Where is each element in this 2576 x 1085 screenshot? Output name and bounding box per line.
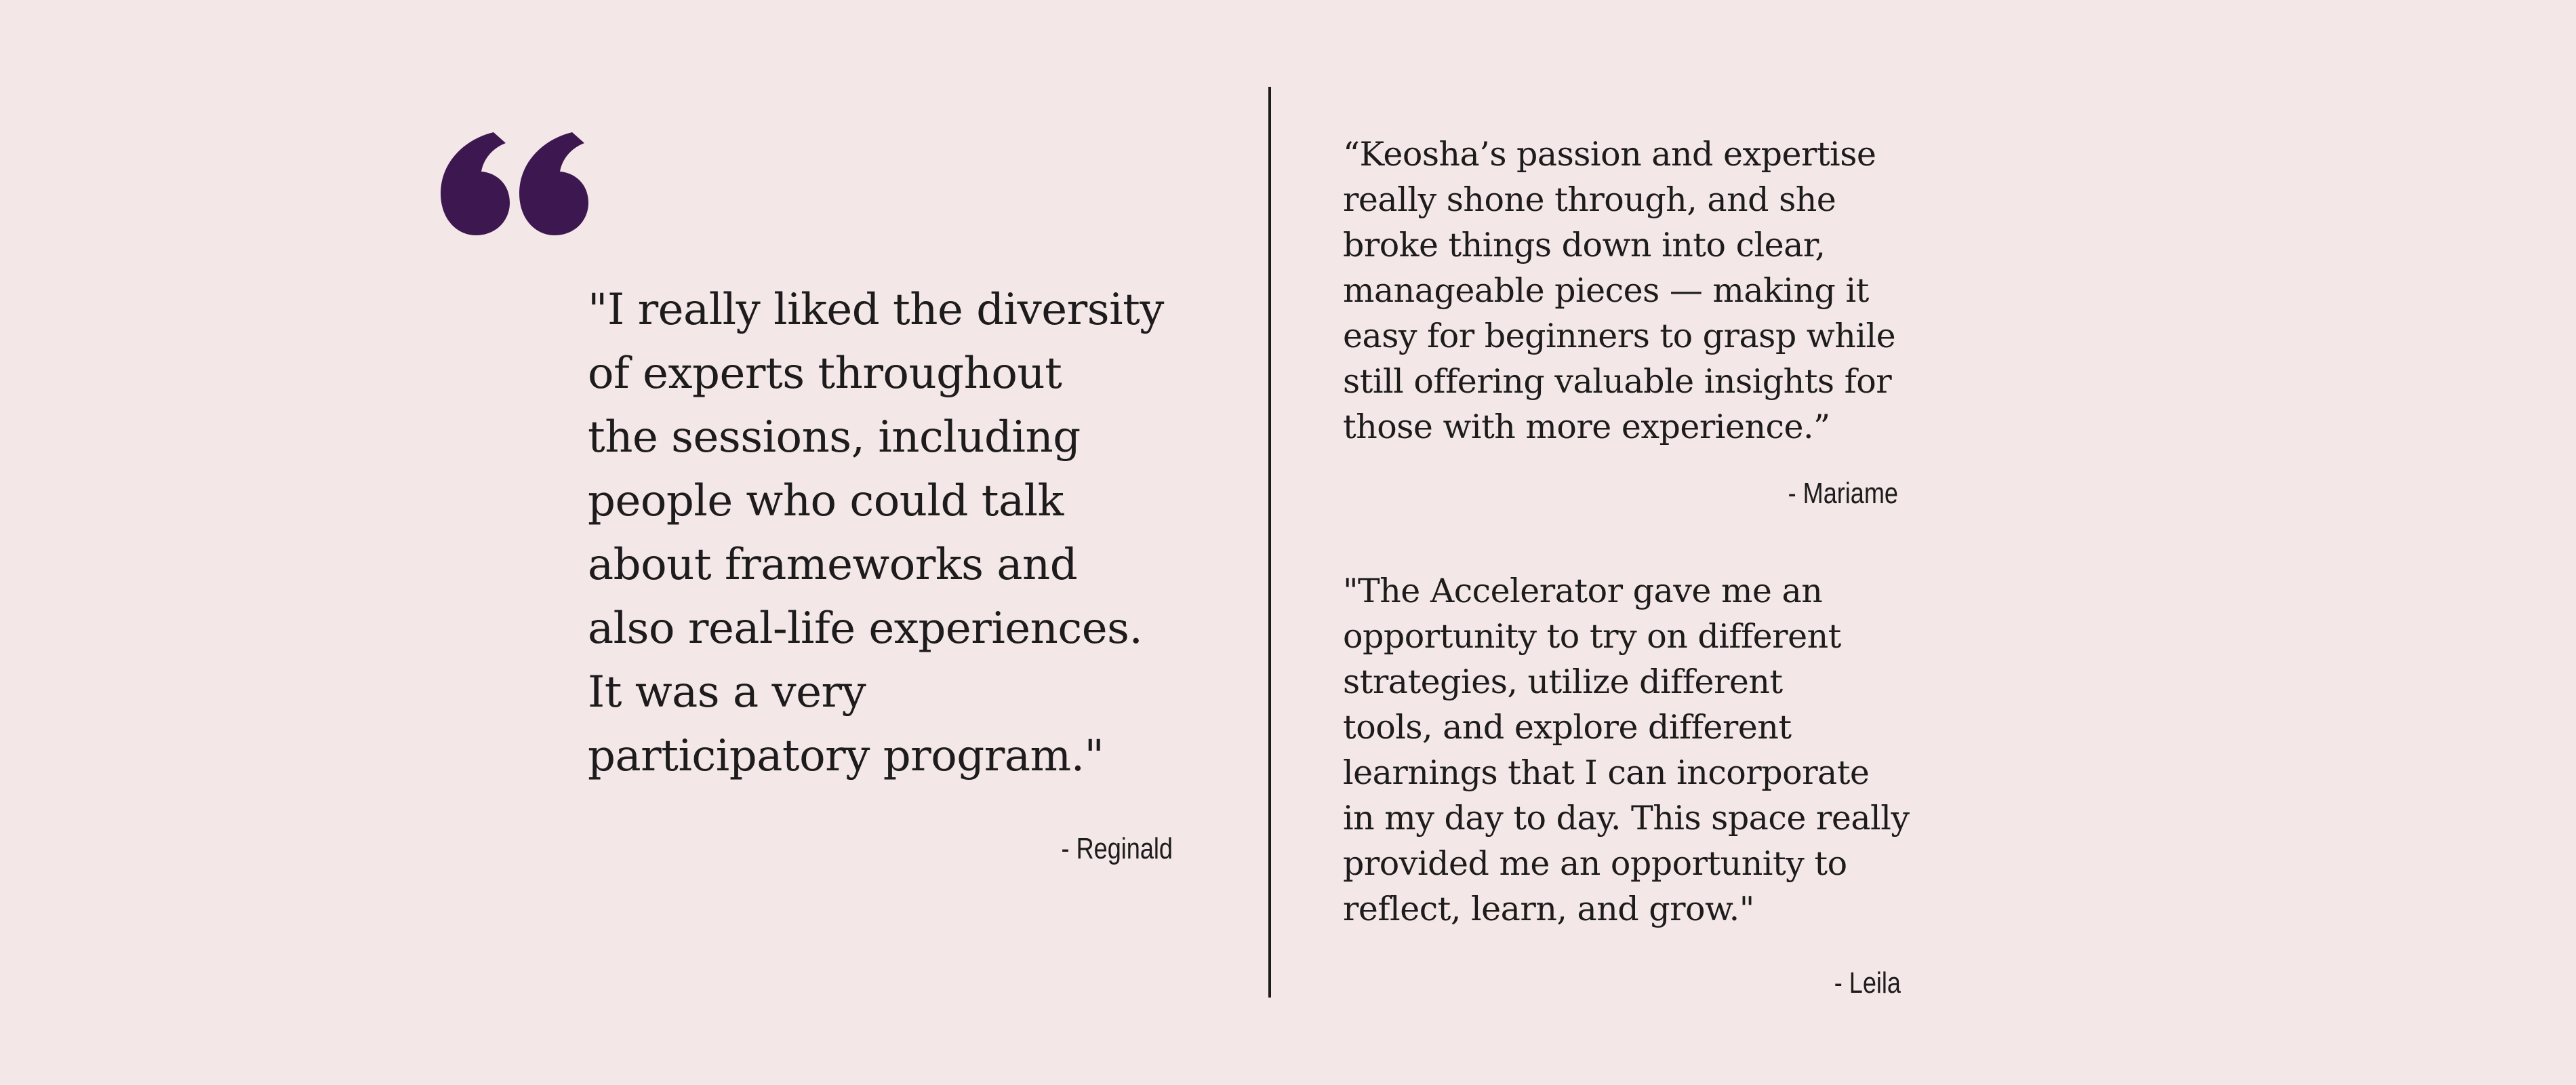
quote-line: easy for beginners to grasp while xyxy=(1343,317,1896,355)
quote-line: provided me an opportunity to xyxy=(1343,844,1847,883)
side-testimonial-quote-1 xyxy=(1343,132,1939,450)
quote-line: the sessions, including xyxy=(588,412,1081,462)
quote-line: strategies, utilize different xyxy=(1343,663,1783,701)
quote-line: participatory program." xyxy=(588,731,1104,781)
quote-line: in my day to day. This space really xyxy=(1343,799,1910,837)
quote-line: tools, and explore different xyxy=(1343,708,1792,747)
quote-line: It was a very xyxy=(588,667,866,717)
quote-line: "The Accelerator gave me an xyxy=(1343,572,1823,610)
quote-line: of experts throughout xyxy=(588,349,1062,399)
quote-line: broke things down into clear, xyxy=(1343,226,1826,264)
quote-line: about frameworks and xyxy=(588,540,1078,590)
quote-line: really shone through, and she xyxy=(1343,180,1836,219)
quote-line: "I really liked the diversity xyxy=(588,285,1164,335)
quote-line: opportunity to try on different xyxy=(1343,617,1841,656)
quotation-mark-icon xyxy=(441,132,590,241)
quote-line: reflect, learn, and grow." xyxy=(1343,890,1754,928)
vertical-divider xyxy=(1268,87,1271,998)
quote-line: still offering valuable insights for xyxy=(1343,362,1892,401)
quote-line: those with more experience.” xyxy=(1343,408,1830,446)
side-testimonial-quote-2 xyxy=(1343,568,1939,932)
side-testimonial-author-1: - Mariame xyxy=(1788,477,1898,510)
quote-line: also real-life experiences. xyxy=(588,604,1143,654)
quote-line: people who could talk xyxy=(588,476,1064,526)
quote-line: “Keosha’s passion and expertise xyxy=(1343,135,1876,174)
quote-line: manageable pieces — making it xyxy=(1343,271,1869,310)
main-testimonial-author: - Reginald xyxy=(1061,832,1173,865)
side-testimonial-author-2: - Leila xyxy=(1834,966,1901,1000)
quote-line: learnings that I can incorporate xyxy=(1343,753,1870,792)
main-testimonial-quote xyxy=(588,278,1184,788)
